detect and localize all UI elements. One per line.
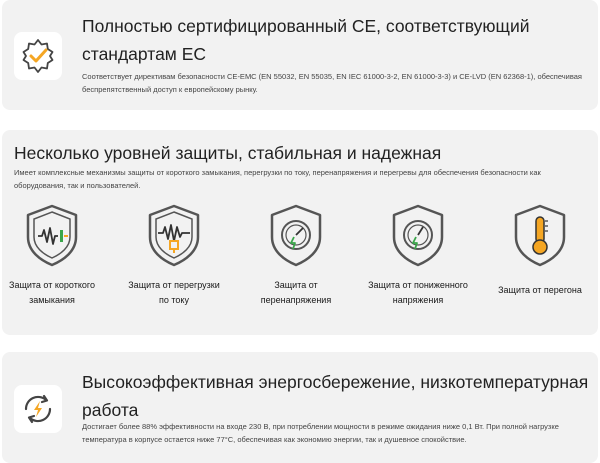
certification-card bbox=[2, 0, 598, 110]
certified-badge-icon bbox=[14, 32, 62, 80]
protection-label-overvoltage: Защита от перенапряжения bbox=[260, 280, 332, 305]
overvoltage-gauge-icon bbox=[268, 203, 324, 267]
certification-description: Соответствует директивам безопасности CE-EMC (EN 55032, EN 55035, EN IEC 61000-3-2, EN 61000-3-3) и CE-LVD (EN 62368-1), обеспечивая беспрепятственный доступ к европейскому рынку. bbox=[82, 72, 582, 94]
protection-description: Имеет комплексные механизмы защиты от короткого замыкания, перегрузки по току, перенапряжения и перегревы для обеспечения безопасности как оборудования, так и пользователей. bbox=[14, 168, 541, 190]
protection-label-short-circuit: Защита от короткого замыкания bbox=[9, 280, 95, 305]
efficiency-description: Достигает более 88% эффективности на входе 230 В, при потреблении мощности в режиме ожидания ниже 0,1 Вт. При полной нагрузке температура в корпусе остается ниже 77°C, обеспечивая как экономию энергии, так и душевное спокойствие. bbox=[82, 422, 559, 444]
protection-item-overcurrent bbox=[124, 203, 224, 308]
protection-item-overheat bbox=[490, 203, 590, 298]
protection-item-short-circuit bbox=[2, 203, 102, 308]
thermometer-icon bbox=[512, 203, 568, 267]
protection-label-overheat: Защита от перегона bbox=[498, 285, 582, 295]
efficiency-title: Высокоэффективная энергосбережение, низкотемпературная работа bbox=[82, 372, 589, 420]
protection-label-undervoltage: Защита от пониженного напряжения bbox=[368, 280, 468, 305]
certification-title: Полностью сертифицированный CE, соответствующий стандартам ЕС bbox=[82, 16, 530, 64]
protection-title: Несколько уровней защиты, стабильная и надежная bbox=[14, 143, 442, 163]
overcurrent-shield-icon bbox=[146, 203, 202, 267]
short-circuit-shield-icon bbox=[24, 203, 80, 267]
efficiency-card bbox=[2, 352, 598, 463]
energy-cycle-icon bbox=[14, 385, 62, 433]
protection-item-overvoltage bbox=[246, 203, 346, 308]
protection-item-undervoltage bbox=[368, 203, 468, 308]
protection-card bbox=[2, 130, 598, 335]
undervoltage-gauge-icon bbox=[390, 203, 446, 267]
protection-label-overcurrent: Защита от перегрузки по току bbox=[128, 280, 220, 305]
